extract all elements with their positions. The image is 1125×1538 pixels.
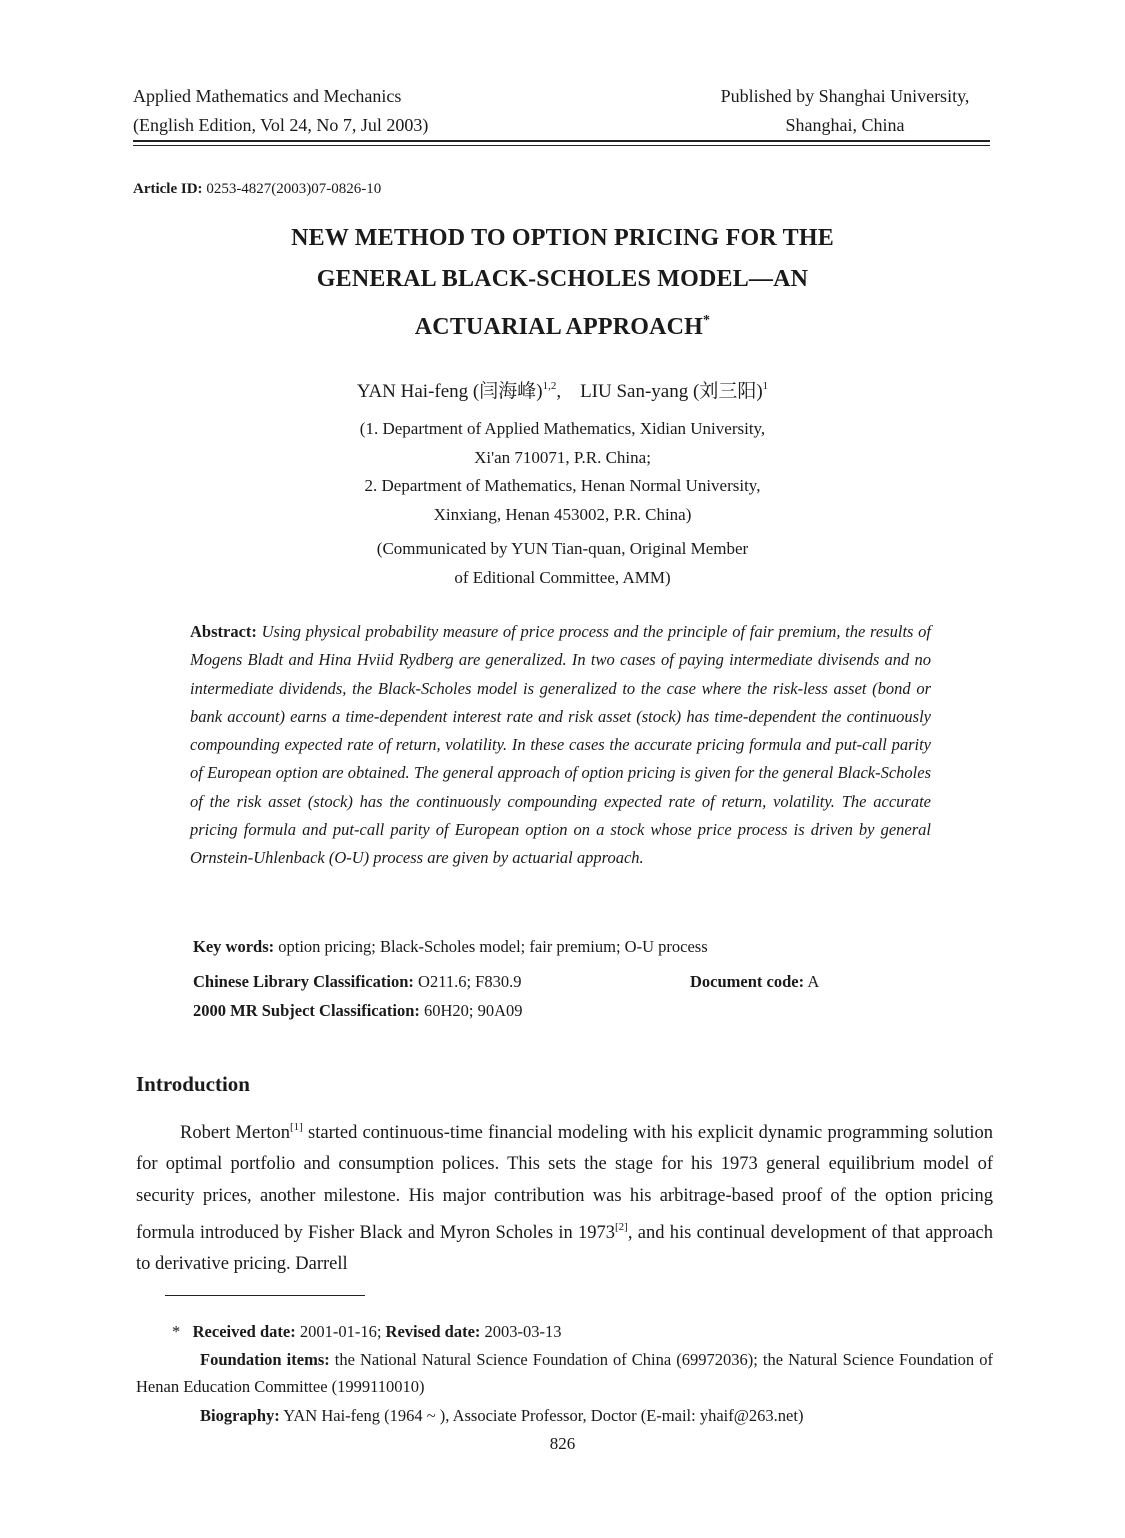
title-line3-wrap: [160, 300, 965, 348]
authors: [160, 376, 965, 403]
keywords-value: option pricing; Black-Scholes model; fair premium; O-U process: [278, 937, 708, 956]
received-label: Received date:: [192, 1322, 296, 1341]
msc-value: 60H20; 90A09: [423, 1001, 523, 1020]
author-1-affil: 1,2: [542, 380, 557, 392]
title-line1: NEW METHOD TO OPTION PRICING FOR THE: [291, 225, 834, 251]
document-code: [690, 972, 819, 992]
author-separator: ,: [556, 381, 562, 402]
foundation-value: the National Natural Science Foundation of China (69972036); the Natural Science Foundation of Henan Education Committee (1999110010): [136, 1350, 993, 1396]
introduction-paragraph: [136, 1112, 993, 1280]
footnote-dates: [172, 1318, 562, 1345]
footnote-foundation: [136, 1346, 993, 1400]
revised-value: 2003-03-13: [484, 1322, 562, 1341]
received-value: 2001-01-16;: [299, 1322, 382, 1341]
paper-title: [160, 218, 965, 348]
journal-issue: (English Edition, Vol 24, No 7, Jul 2003): [133, 115, 429, 135]
affiliations: [160, 415, 965, 529]
clc-label: Chinese Library Classification:: [193, 972, 414, 991]
biography-value: YAN Hai-feng (1964 ~ ), Associate Professor, Doctor (E-mail: yhaif@263.net): [283, 1406, 804, 1425]
affiliation-line3: 2. Department of Mathematics, Henan Normal University,: [364, 476, 761, 495]
journal-name: Applied Mathematics and Mechanics: [133, 86, 402, 106]
footnote-rule: [165, 1295, 365, 1296]
revised-label: Revised date:: [385, 1322, 481, 1341]
affiliation-line4: Xinxiang, Henan 453002, P.R. China): [433, 504, 692, 524]
abstract-label: Abstract:: [190, 622, 257, 641]
affiliation-line2: Xi'an 710071, P.R. China;: [474, 447, 651, 467]
communicated-by: [160, 535, 965, 592]
section-heading-introduction: Introduction: [136, 1072, 250, 1096]
header-rule-thin: [133, 145, 990, 146]
keywords: [193, 937, 708, 957]
citation-2: [2]: [615, 1220, 628, 1233]
keywords-label: Key words:: [193, 937, 275, 956]
intro-text-1: Robert Merton: [180, 1123, 291, 1143]
title-footnote-mark: *: [703, 313, 711, 328]
author-2: LIU San-yang (刘三阳): [580, 381, 763, 402]
header-rule-thick: [133, 140, 990, 142]
msc-label: 2000 MR Subject Classification:: [193, 1001, 420, 1020]
publisher-header: [640, 82, 1050, 140]
clc-value: O211.6; F830.9: [418, 972, 522, 991]
abstract: [190, 618, 931, 873]
citation-1: [1]: [290, 1121, 303, 1133]
doc-code-value: A: [807, 972, 820, 991]
article-id-value: 0253-4827(2003)07-0826-10: [206, 181, 382, 197]
abstract-text: Using physical probability measure of price process and the principle of fair premium, the results of Mogens Bladt and Hina Hviid Rydberg are generalized. In two cases of paying intermediate divisends and no intermediate dividends, the Black-Scholes model is generalized to the case where the risk-less asset (bond or bank account) earns a time-dependent interest rate and risk asset (stock) has time-dependent the continuously compounding expected rate of return, volatility. In these cases the accurate pricing formula and put-call parity of European option are obtained. The general approach of option pricing is given for the general Black-Scholes of the risk asset (stock) has the continuously compounding expected rate of return, volatility. The accurate pricing formula and put-call parity of European option on a stock whose price process is driven by general Ornstein-Uhlenback (O-U) process are given by actuarial approach.: [190, 622, 931, 868]
library-classification: [193, 972, 522, 992]
communicated-line1: (Communicated by YUN Tian-quan, Original Member: [376, 539, 749, 558]
author-1: YAN Hai-feng (闫海峰): [356, 381, 543, 402]
article-id-label: Article ID:: [133, 181, 203, 197]
intro-text-2: started continuous-time financial modeling with his explicit dynamic programming solution for optimal portfolio and consumption polices. This sets the stage for his 1973 general equilibrium model of security prices, another milestone. His major contribution was his arbitrage-based proof of the option pricing formula introduced by Fisher Black and Myron Scholes in 1973: [136, 1123, 993, 1243]
foundation-label: Foundation items:: [200, 1350, 330, 1369]
footnote-star: *: [172, 1322, 181, 1341]
article-id: [133, 181, 381, 198]
title-line3: ACTUARIAL APPROACH: [414, 314, 704, 340]
author-2-affil: 1: [762, 380, 769, 392]
journal-header: [133, 82, 428, 140]
doc-code-label: Document code:: [690, 972, 805, 991]
intro-text-3: , and his continual development of that approach to derivative pricing. Darrell: [136, 1222, 993, 1275]
publisher-line2: Shanghai, China: [785, 115, 905, 135]
footnote-biography: [200, 1402, 803, 1429]
affiliation-line1: (1. Department of Applied Mathematics, Xidian University,: [359, 419, 766, 438]
publisher-line1: Published by Shanghai University,: [720, 86, 970, 106]
title-line2: GENERAL BLACK-SCHOLES MODEL—AN: [316, 266, 809, 292]
mr-subject-classification: [193, 1001, 523, 1021]
biography-label: Biography:: [200, 1406, 280, 1425]
page-number: 826: [549, 1434, 576, 1453]
communicated-line2: of Editional Committee, AMM): [454, 567, 671, 587]
